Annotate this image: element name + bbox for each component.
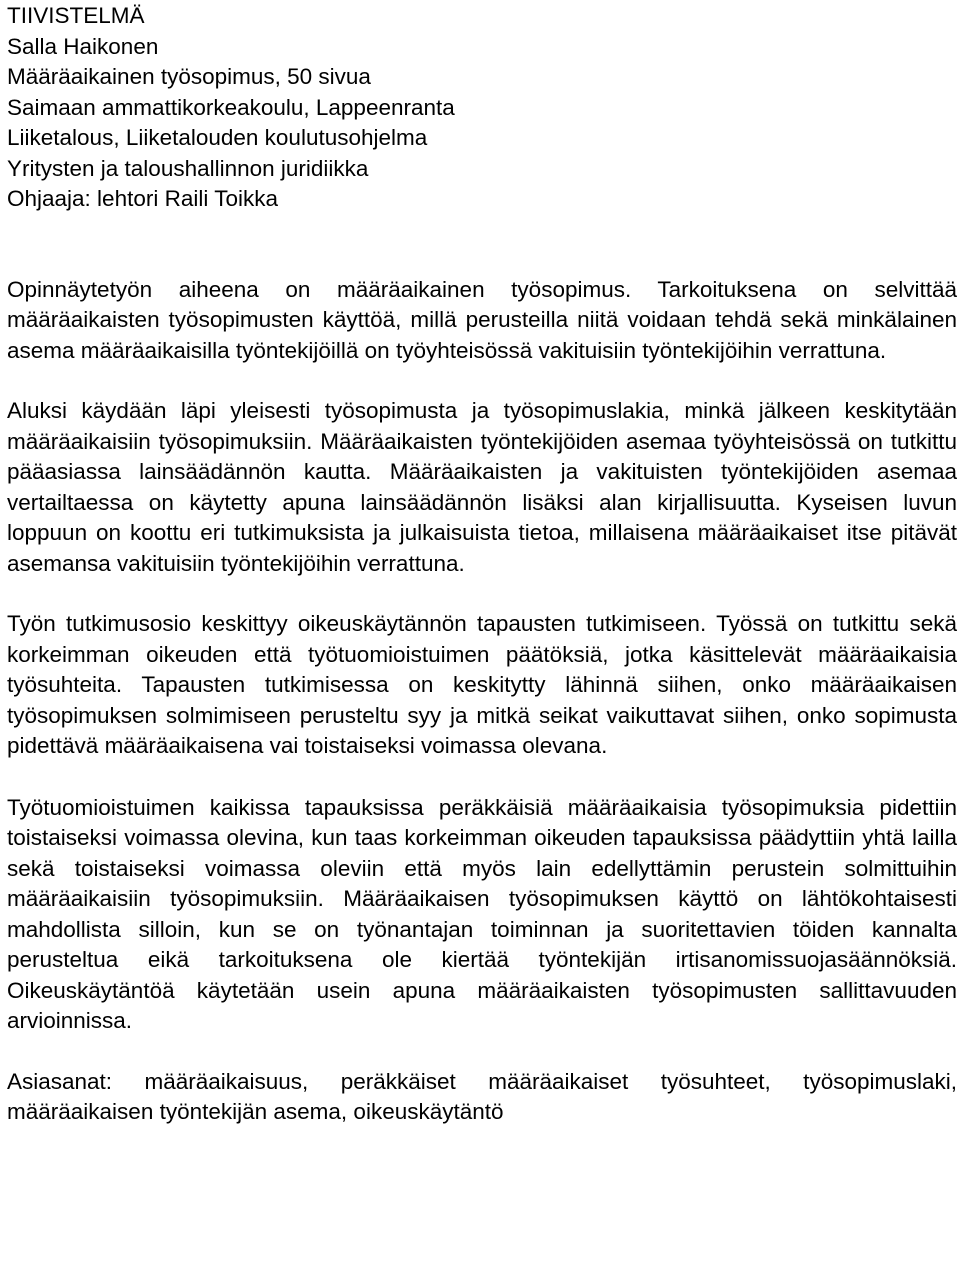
supervisor: Ohjaaja: lehtori Raili Toikka	[7, 186, 278, 211]
document-page	[7, 0, 957, 1128]
abstract-paragraph-4: Työtuomioistuimen kaikissa tapauksissa peräkkäisiä määräaikaisia työsopimuksia pidettiin toistaiseksi voimassa olevina, kun taas korkeimman oikeuden tapauksissa päädyttiin yhtä lailla sekä toistaiseksi voimassa oleviin että myös lain edellyttämin perustein solmittuihin määräaikaisiin työsopimuksiin. Määräaikaisen työsopimuksen käyttö on lähtökohtaisesti mahdollista silloin, kun se on työnantajan toiminnan ja suoritettavien töiden kannalta perusteltua eikä tarkoituksena ole kiertää työntekijän irtisanomissuojasäännöksiä. Oikeuskäytäntöä käytetään usein apuna määräaikaisten työsopimusten sallittavuuden arvioinnissa.	[7, 794, 957, 1033]
document-header	[7, 0, 957, 215]
thesis-info: Määräaikainen työsopimus, 50 sivua	[7, 64, 371, 89]
page-title: TIIVISTELMÄ	[7, 3, 145, 28]
abstract-paragraph-3: Työn tutkimusosio keskittyy oikeuskäytännön tapausten tutkimiseen. Työssä on tutkittu sekä korkeimman oikeuden että työtuomioistuimen päätöksiä, jotka käsittelevät määräaikaisia työsuhteita. Tapausten tutkimisessa on keskitytty lähinnä siihen, onko määräaikaisen työsopimuksen solmimiseen perusteltu syy ja mitkä seikat vaikuttavat siihen, onko sopimusta pidettävä määräaikaisena vai toistaiseksi voimassa olevana.	[7, 611, 957, 758]
abstract-paragraph-2: Aluksi käydään läpi yleisesti työsopimusta ja työsopimuslakia, minkä jälkeen keskitytään määräaikaisiin työsopimuksiin. Määräaikaisten työntekijöiden asemaa työyhteisössä on tutkittu pääasiassa lainsäädännön kautta. Määräaikaisten ja vakituisten työntekijöiden asemaa vertailtaessa on käytetty apuna lainsäädännön lisäksi alan kirjallisuutta. Kyseisen luvun loppuun on koottu eri tutkimuksista ja julkaisuista tietoa, millaisena määräaikaiset itse pitävät asemansa vakituisiin työntekijöihin verrattuna.	[7, 398, 957, 576]
degree-program: Liiketalous, Liiketalouden koulutusohjelma	[7, 125, 428, 150]
keywords: Asiasanat: määräaikaisuus, peräkkäiset määräaikaiset työsuhteet, työsopimuslaki, määräaikaisen työntekijän asema, oikeuskäytäntö	[7, 1068, 957, 1124]
specialization: Yritysten ja taloushallinnon juridiikka	[7, 155, 369, 181]
institution: Saimaan ammattikorkeakoulu, Lappeenranta	[7, 94, 455, 120]
abstract-paragraph-1: Opinnäytetyön aiheena on määräaikainen työsopimus. Tarkoituksena on selvittää määräaikaisten työsopimusten käyttöä, millä perusteilla niitä voidaan tehdä sekä minkälainen asema määräaikaisilla työntekijöillä on työyhteisössä vakituisiin työntekijöihin verrattuna.	[7, 276, 957, 363]
author-name: Salla Haikonen	[7, 33, 159, 59]
